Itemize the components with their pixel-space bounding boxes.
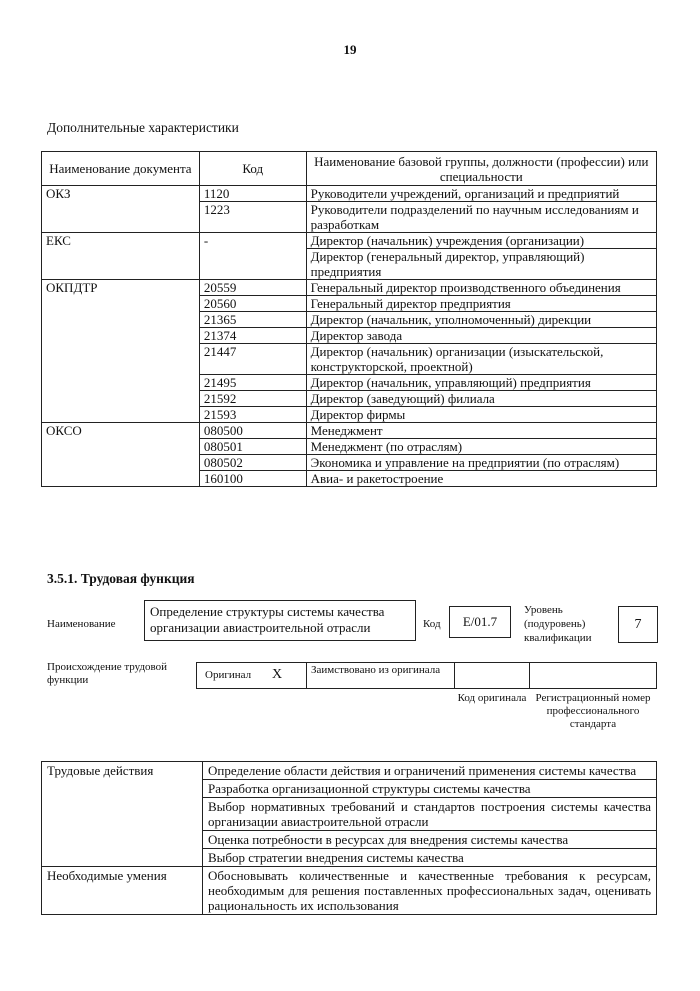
code-cell: 21593 — [199, 407, 306, 423]
code-cell: 080501 — [199, 439, 306, 455]
name-cell: Менеджмент (по отраслям) — [306, 439, 656, 455]
code-cell: 21495 — [199, 375, 306, 391]
level-box — [618, 606, 658, 643]
doc-cell — [42, 455, 200, 471]
header-document: Наименование документа — [42, 152, 200, 186]
table-row — [42, 867, 657, 915]
name-cell: Директор (начальник) учреждения (организации) — [306, 233, 656, 249]
name-cell: Экономика и управление на предприятии (по отраслям) — [306, 455, 656, 471]
required-skills-label: Необходимые умения — [42, 867, 203, 915]
table-row — [42, 202, 657, 233]
doc-cell — [42, 249, 200, 280]
code-cell: - — [199, 233, 306, 249]
borrowed-label: Заимствовано из оригинала — [311, 664, 441, 676]
doc-cell — [42, 344, 200, 375]
function-details-table — [41, 761, 657, 915]
code-cell — [199, 249, 306, 280]
doc-cell: ОКПДТР — [42, 280, 200, 296]
name-cell: Директор (начальник, управляющий) предприятия — [306, 375, 656, 391]
origin-label: Происхождение трудовой функции — [47, 661, 168, 686]
labor-action-item: Выбор стратегии внедрения системы качества — [203, 849, 657, 867]
name-label: Наименование — [47, 618, 116, 630]
code-cell: 160100 — [199, 471, 306, 487]
labor-actions-label: Трудовые действия — [42, 762, 203, 867]
table-row — [42, 439, 657, 455]
labor-action-item: Оценка потребности в ресурсах для внедрения системы качества — [203, 831, 657, 849]
function-code-box — [449, 606, 511, 638]
table-row — [42, 249, 657, 280]
table-row — [42, 344, 657, 375]
table-row — [42, 280, 657, 296]
code-cell: 080502 — [199, 455, 306, 471]
table-row — [42, 296, 657, 312]
name-cell: Менеджмент — [306, 423, 656, 439]
function-name-box — [144, 600, 416, 641]
table-row — [42, 186, 657, 202]
table-row — [42, 375, 657, 391]
table-row — [42, 328, 657, 344]
additional-characteristics-title: Дополнительные характеристики — [47, 120, 239, 135]
doc-cell: ОКЗ — [42, 186, 200, 202]
additional-characteristics-table — [41, 151, 657, 487]
original-mark: X — [272, 667, 283, 682]
table-row — [42, 407, 657, 423]
labor-action-item: Выбор нормативных требований и стандартов построения системы качества организации авиастроительной отрасли — [203, 798, 657, 831]
name-cell: Авиа- и ракетостроение — [306, 471, 656, 487]
labor-function-title: 3.5.1. Трудовая функция — [47, 571, 195, 586]
table-row — [42, 455, 657, 471]
code-original-cell — [454, 662, 530, 689]
doc-cell — [42, 312, 200, 328]
additional-table-body — [42, 186, 657, 487]
borrowed-cell — [306, 662, 455, 689]
name-cell: Руководители учреждений, организаций и предприятий — [306, 186, 656, 202]
name-cell: Директор завода — [306, 328, 656, 344]
name-cell: Директор (начальник, уполномоченный) дирекции — [306, 312, 656, 328]
doc-cell — [42, 202, 200, 233]
code-cell: 20559 — [199, 280, 306, 296]
code-cell: 1223 — [199, 202, 306, 233]
labor-action-item: Разработка организационной структуры системы качества — [203, 780, 657, 798]
code-cell: 21592 — [199, 391, 306, 407]
page-number: 19 — [343, 42, 357, 57]
name-cell: Директор (начальник) организации (изыскательской, конструкторской, проектной) — [306, 344, 656, 375]
doc-cell — [42, 328, 200, 344]
doc-cell — [42, 407, 200, 423]
level-value: 7 — [634, 617, 642, 632]
code-cell: 1120 — [199, 186, 306, 202]
name-cell: Директор (заведующий) филиала — [306, 391, 656, 407]
doc-cell — [42, 391, 200, 407]
table-row — [42, 471, 657, 487]
function-name-value: Определение структуры системы качества организации авиастроительной отрасли — [150, 604, 385, 635]
doc-cell — [42, 471, 200, 487]
name-cell: Генеральный директор производственного объединения — [306, 280, 656, 296]
doc-cell — [42, 296, 200, 312]
code-original-caption: Код оригинала — [457, 692, 527, 704]
name-cell: Директор фирмы — [306, 407, 656, 423]
name-cell: Директор (генеральный директор, управляющий) предприятия — [306, 249, 656, 280]
doc-cell — [42, 375, 200, 391]
header-code: Код — [199, 152, 306, 186]
code-cell: 20560 — [199, 296, 306, 312]
name-cell: Руководители подразделений по научным исследованиям и разработкам — [306, 202, 656, 233]
reg-number-caption: Регистрационный номер профессионального стандарта — [535, 692, 651, 730]
function-code-value: Е/01.7 — [462, 614, 498, 629]
original-cell — [196, 662, 307, 689]
code-cell: 080500 — [199, 423, 306, 439]
table-row — [42, 423, 657, 439]
doc-cell — [42, 439, 200, 455]
name-cell: Генеральный директор предприятия — [306, 296, 656, 312]
table-row — [42, 233, 657, 249]
header-name: Наименование базовой группы, должности (профессии) или специальности — [306, 152, 656, 186]
code-label: Код — [423, 618, 441, 630]
doc-cell: ОКСО — [42, 423, 200, 439]
table-row — [42, 762, 657, 780]
code-cell: 21374 — [199, 328, 306, 344]
code-cell: 21447 — [199, 344, 306, 375]
table-row — [42, 391, 657, 407]
reg-number-cell — [529, 662, 657, 689]
labor-action-item: Определение области действия и ограничений применения системы качества — [203, 762, 657, 780]
required-skill-item: Обосновывать количественные и качественные требования к ресурсам, необходимым для решения поставленных профессиональных задач, оценивать рациональность их использования — [203, 867, 657, 915]
level-label: Уровень (подуровень) квалификации — [524, 604, 592, 644]
code-cell: 21365 — [199, 312, 306, 328]
doc-cell: ЕКС — [42, 233, 200, 249]
original-label: Оригинал — [205, 669, 252, 681]
table-row — [42, 312, 657, 328]
